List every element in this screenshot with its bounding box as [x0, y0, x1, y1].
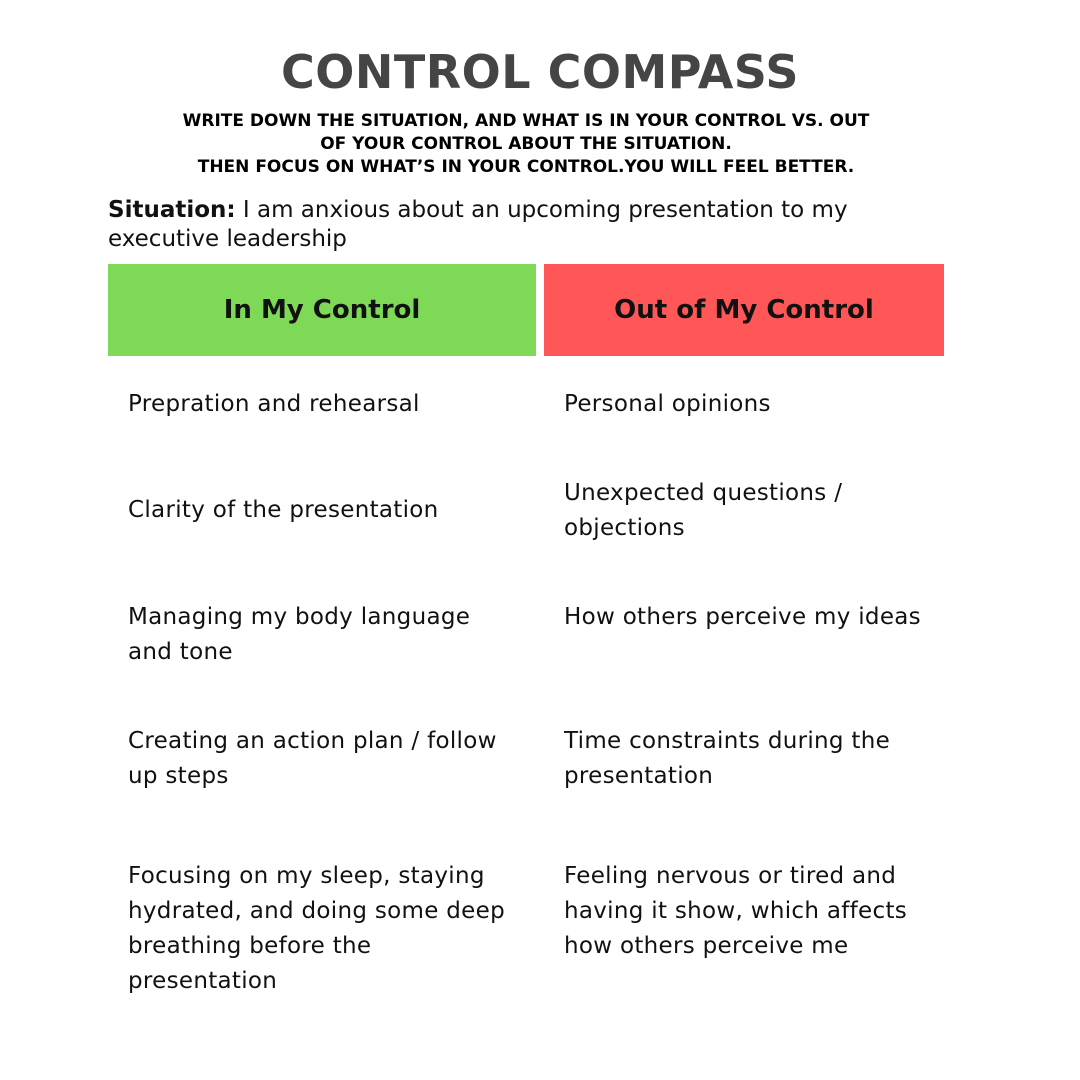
- situation-label: Situation:: [108, 197, 236, 223]
- in-control-item: Clarity of the presentation: [128, 497, 439, 523]
- in-control-header-label: In My Control: [223, 295, 421, 325]
- instructions-line-2: OF YOUR CONTROL ABOUT THE SITUATION.: [320, 134, 732, 154]
- out-of-control-item: Unexpected questions / objections: [564, 480, 843, 541]
- out-of-control-item: Time constraints during the presentation: [564, 728, 891, 789]
- in-control-item: Focusing on my sleep, staying hydrated, and doing some deep breathing before the presentation: [128, 863, 505, 994]
- out-of-control-item: Personal opinions: [564, 391, 771, 417]
- out-of-control-item: Feeling nervous or tired and having it show, which affects how others perceive me: [564, 863, 908, 959]
- instructions-line-3: THEN FOCUS ON WHAT’S IN YOUR CONTROL.YOU WILL FEEL BETTER.: [197, 157, 855, 177]
- instructions: [170, 110, 882, 179]
- situation-text: I am anxious about an upcoming presentation to my executive leadership: [108, 197, 848, 252]
- in-control-item: Creating an action plan / follow up steps: [128, 728, 497, 789]
- in-control-item: Prepration and rehearsal: [128, 391, 420, 417]
- instructions-line-1: WRITE DOWN THE SITUATION, AND WHAT IS IN YOUR CONTROL VS. OUT: [182, 111, 870, 131]
- situation: [108, 196, 938, 254]
- out-of-control-header: [544, 264, 944, 356]
- in-control-item: Managing my body language and tone: [128, 604, 471, 665]
- out-of-control-header-label: Out of My Control: [614, 295, 874, 325]
- page-title: CONTROL COMPASS: [280, 45, 799, 99]
- in-control-header: [108, 264, 536, 356]
- out-of-control-item: How others perceive my ideas: [564, 604, 921, 630]
